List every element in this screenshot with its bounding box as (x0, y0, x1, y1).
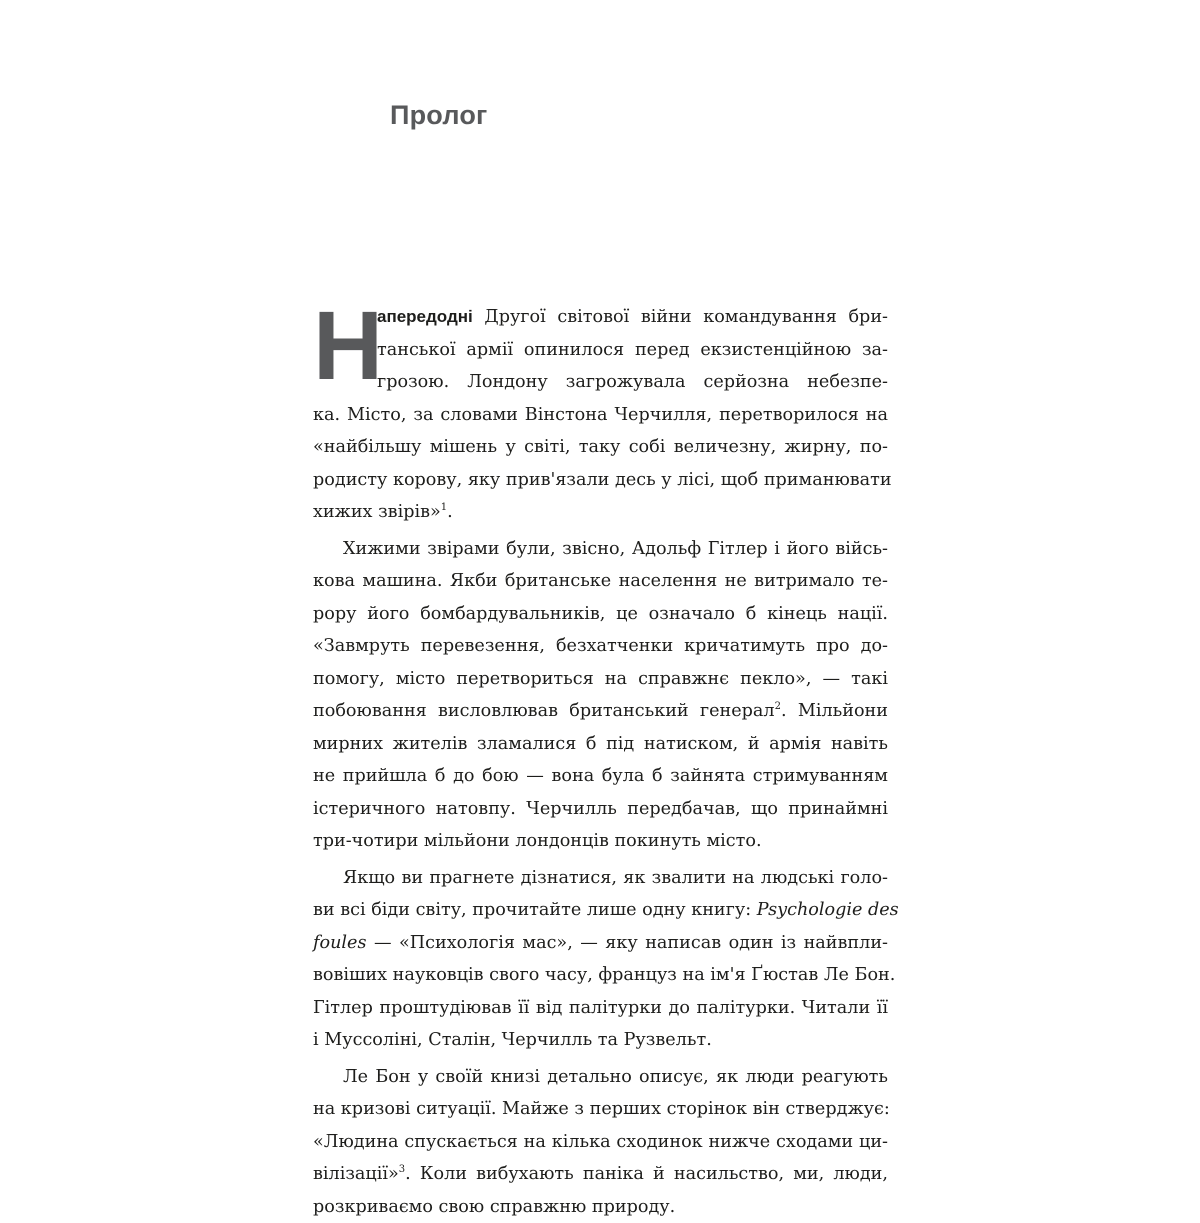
text-span: . Мільйони (781, 701, 888, 721)
text-line: танської армії опинилося перед екзистенційною за- (313, 334, 888, 367)
text-span: . Коли вибухають паніка й насильство, ми, люди, (405, 1164, 888, 1184)
footnote-marker: 2 (775, 701, 781, 712)
text-line (313, 1158, 888, 1191)
lead-word: апередодні (377, 307, 473, 326)
text-line: кова машина. Якби британське населення не витримало те- (313, 565, 888, 598)
text-line: помогу, місто перетвориться на справжнє пекло», — такі (313, 663, 888, 696)
text-line: істеричного натовпу. Черчилль передбачав, що принаймні (313, 793, 888, 826)
text-line: Ле Бон у своїй книзі детально описує, як люди реагують (313, 1061, 888, 1094)
text-line: і Муссоліні, Сталін, Черчилль та Рузвельт. (313, 1024, 888, 1057)
text-line: рору його бомбардувальників, це означало б кінець нації. (313, 598, 888, 631)
text-line (313, 927, 888, 960)
text-span: ви всі біди світу, прочитайте лише одну книгу: (313, 900, 751, 920)
text-line (313, 301, 888, 334)
text-line: родисту корову, яку прив'язали десь у лісі, щоб приманювати (313, 464, 888, 497)
text-line: «Завмруть перевезення, безхатченки кричатимуть про до- (313, 630, 888, 663)
text-line: вовіших науковців свого часу, француз на ім'я Ґюстав Ле Бон. (313, 959, 888, 992)
text-line: «Людина спускається на кілька сходинок нижче сходами ци- (313, 1126, 888, 1159)
text-span: — «Психологія мас», — яку написав один із найвпли- (374, 933, 888, 953)
text-span: побоювання висловлював британський генерал (313, 701, 775, 721)
paragraph-3 (313, 862, 888, 1057)
text-line: розкриваємо свою справжню природу. (313, 1191, 888, 1223)
body-text (313, 301, 888, 1223)
text-line: Хижими звірами були, звісно, Адольф Гітлер і його війсь- (313, 533, 888, 566)
text-span: . (447, 502, 453, 522)
drop-cap: Н (313, 306, 383, 386)
text-span: Другої світової війни командування бри- (484, 307, 888, 327)
book-title: foules (313, 933, 367, 953)
paragraph-2 (313, 533, 888, 858)
footnote-marker: 3 (399, 1164, 405, 1175)
text-line: грозою. Лондону загрожувала серйозна небезпе- (313, 366, 888, 399)
text-line: Гітлер проштудіював її від палітурки до палітурки. Читали її (313, 992, 888, 1025)
text-span: вілізації» (313, 1164, 399, 1184)
text-line: Якщо ви прагнете дізнатися, як звалити на людські голо- (313, 862, 888, 895)
text-line: не прийшла б до бою — вона була б зайнята стримуванням (313, 760, 888, 793)
text-line: три-чотири мільйони лондонців покинуть місто. (313, 825, 888, 858)
text-line: «найбільшу мішень у світі, таку собі величезну, жирну, по- (313, 431, 888, 464)
text-line: ка. Місто, за словами Вінстона Черчилля, перетворилося на (313, 399, 888, 432)
book-title: Psychologie des (757, 900, 899, 920)
paragraph-1 (313, 301, 888, 529)
text-line (313, 894, 888, 927)
paragraph-4 (313, 1061, 888, 1223)
footnote-marker: 1 (441, 502, 447, 513)
text-line (313, 496, 888, 529)
chapter-title: Пролог (390, 100, 487, 131)
text-line (313, 695, 888, 728)
text-line: мирних жителів зламалися б під натиском, й армія навіть (313, 728, 888, 761)
text-line: на кризові ситуації. Майже з перших сторінок він стверджує: (313, 1093, 888, 1126)
text-span: хижих звірів» (313, 502, 441, 522)
